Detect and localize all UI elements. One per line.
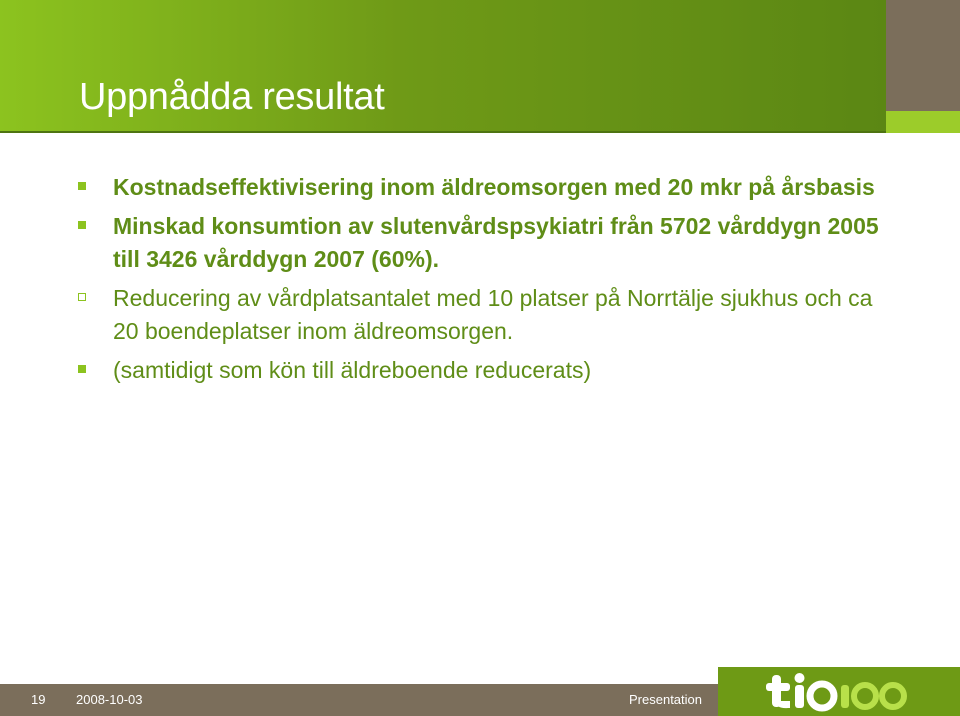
footer-date: 2008-10-03	[76, 692, 143, 707]
bullet-item	[78, 282, 888, 348]
bullet-item	[78, 210, 888, 276]
bullet-list	[78, 171, 888, 393]
bullet-item	[78, 171, 888, 204]
slide-title: Uppnådda resultat	[79, 76, 385, 118]
square-bullet-icon	[78, 365, 86, 373]
footer-label: Presentation	[629, 692, 702, 707]
corner-block-green	[886, 111, 960, 133]
bullet-text: Minskad konsumtion av slutenvårdspsykiatri från 5702 vårddygn 2005 till 3426 vårddygn 2007 (60%).	[113, 213, 879, 272]
tio100-logo-icon	[766, 671, 916, 713]
bullet-item	[78, 354, 888, 387]
square-outline-bullet-icon	[78, 293, 86, 301]
bullet-text: Kostnadseffektivisering inom äldreomsorgen med 20 mkr på årsbasis	[113, 174, 875, 200]
corner-block-brown	[886, 0, 960, 111]
square-bullet-icon	[78, 182, 86, 190]
page-number: 19	[31, 692, 46, 707]
logo	[718, 667, 960, 716]
bullet-text: (samtidigt som kön till äldreboende reducerats)	[113, 357, 592, 383]
square-bullet-icon	[78, 221, 86, 229]
bullet-text: Reducering av vårdplatsantalet med 10 platser på Norrtälje sjukhus och ca 20 boendeplatser inom äldreomsorgen.	[113, 285, 873, 344]
